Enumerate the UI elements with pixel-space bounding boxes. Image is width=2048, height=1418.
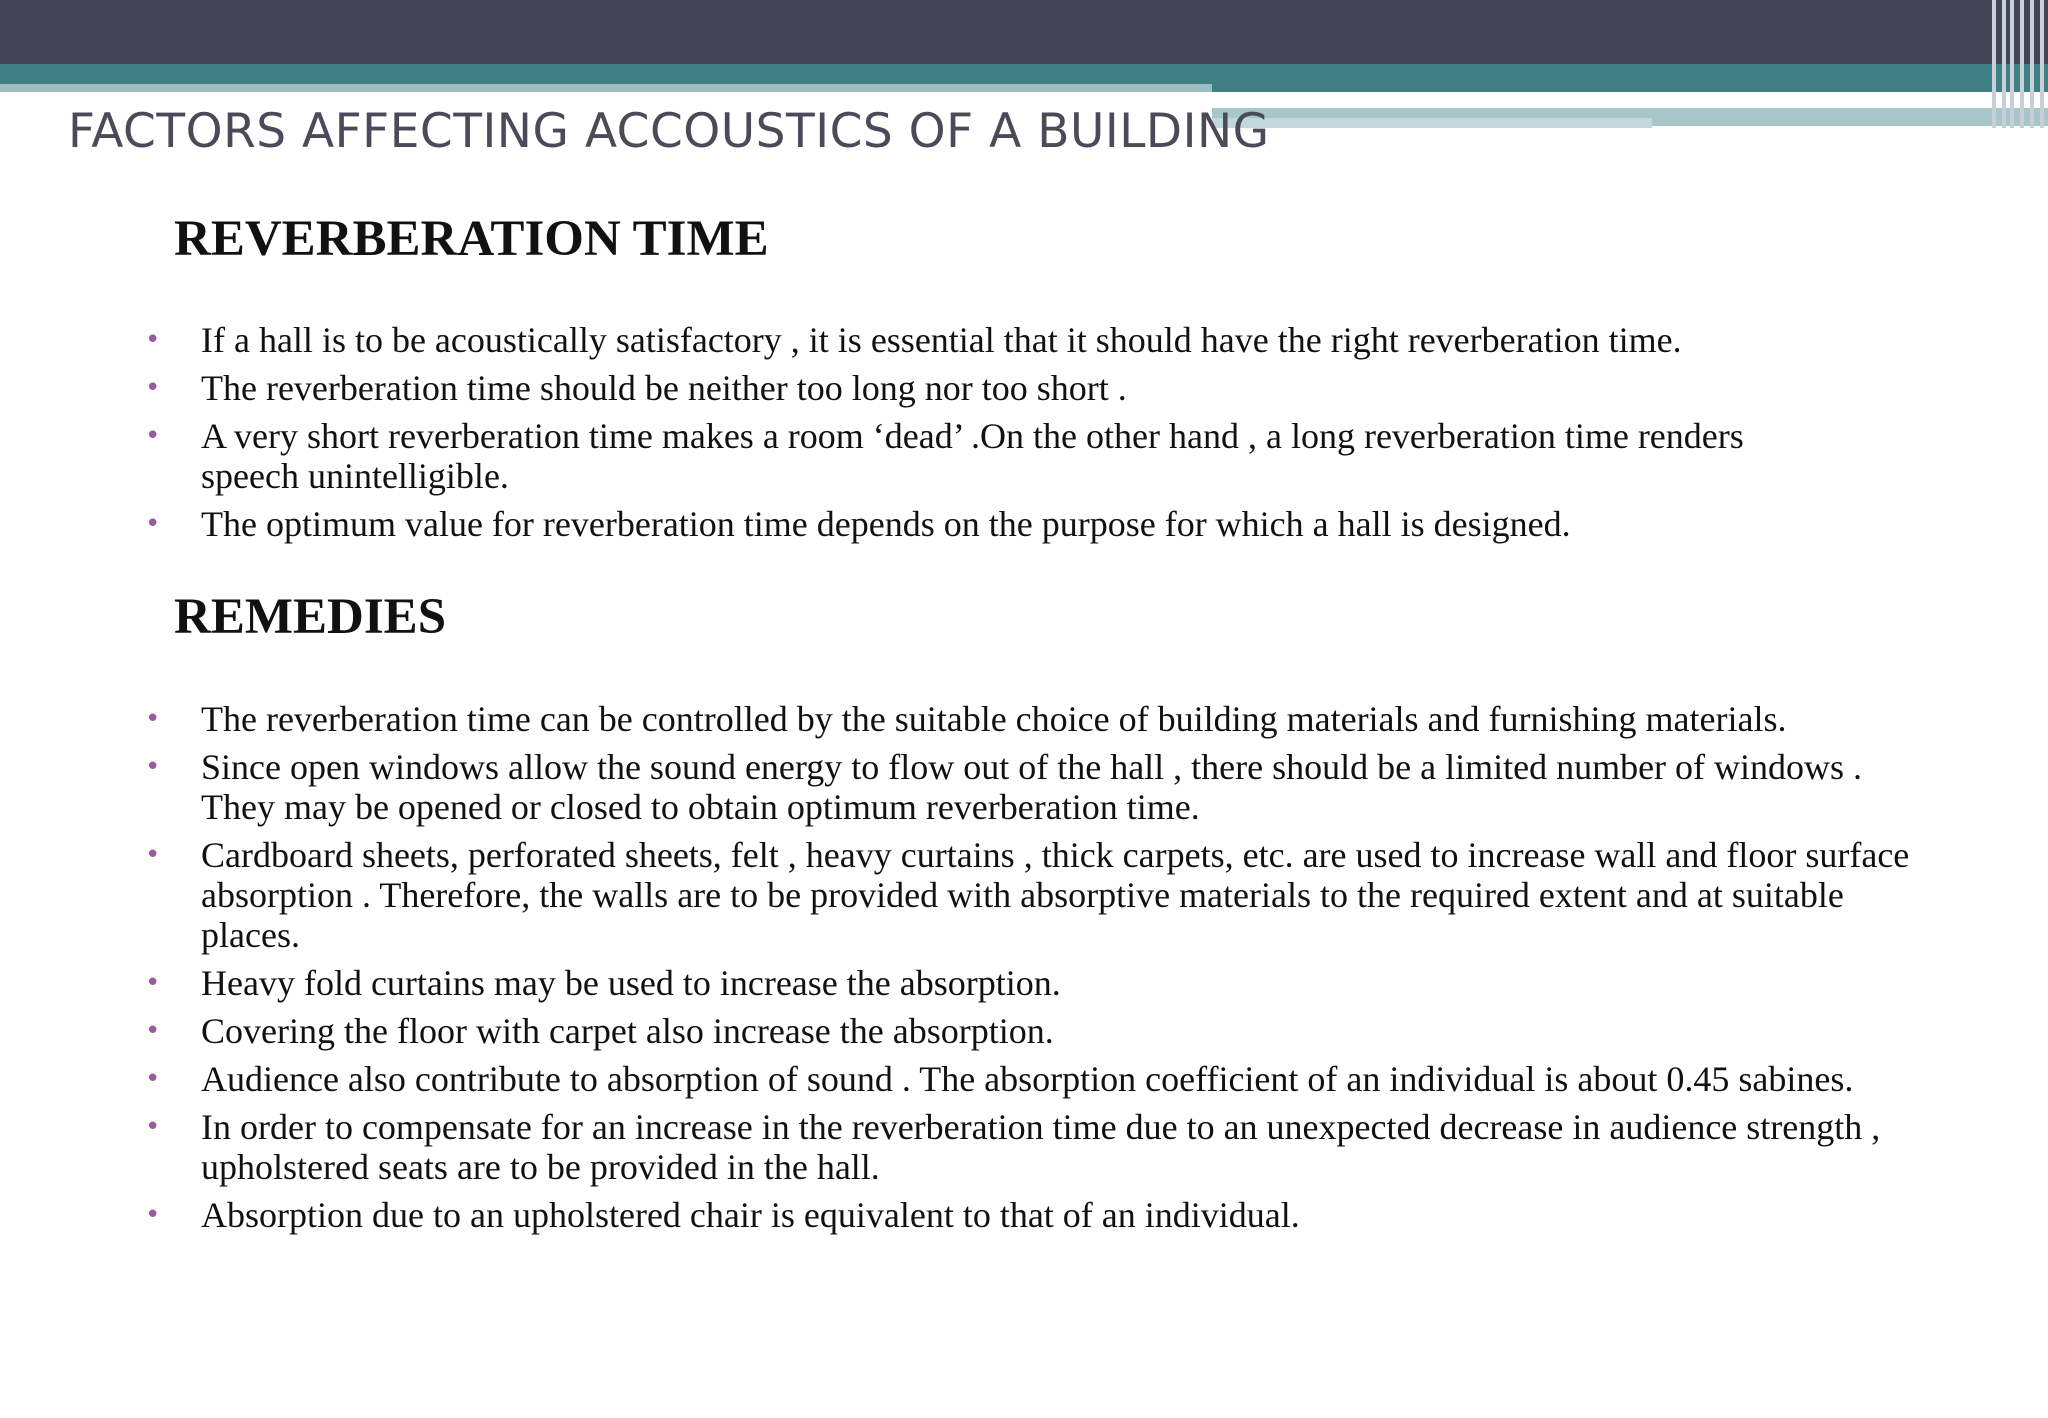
section-heading-reverberation: REVERBERATION TIME (174, 211, 769, 267)
list-item (145, 835, 1925, 955)
bullet-dot-icon: • (145, 509, 161, 539)
bullet-dot-icon: • (145, 421, 161, 451)
list-item (145, 504, 1925, 544)
page-title: FACTORS AFFECTING ACCOUSTICS OF A BUILDING (68, 104, 1270, 159)
bullet-dot-icon: • (145, 968, 161, 998)
list-item (145, 963, 1925, 1003)
bullet-dot-icon: • (145, 1200, 161, 1230)
bullet-dot-icon: • (145, 752, 161, 782)
list-item (145, 416, 1925, 496)
list-item (145, 320, 1925, 360)
remedies-bullet-list (145, 699, 1925, 1243)
list-item-text: Cardboard sheets, perforated sheets, felt , heavy curtains , thick carpets, etc. are used to increase wall and floor surface absorption . Therefore, the walls are to be provided with absorptive materials to the required extent and at suitable places. (201, 835, 1910, 955)
header-white-line (1212, 101, 1897, 106)
list-item-text: The optimum value for reverberation time depends on the purpose for which a hall is designed. (201, 504, 1571, 544)
list-item-text: The reverberation time can be controlled by the suitable choice of building materials and furnishing materials. (201, 699, 1787, 739)
list-item-text: The reverberation time should be neither too long nor too short . (201, 368, 1127, 408)
bullet-dot-icon: • (145, 1064, 161, 1094)
section-heading-remedies: REMEDIES (174, 589, 447, 645)
corner-stripes-decoration (1990, 0, 2048, 128)
bullet-dot-icon: • (145, 325, 161, 355)
bullet-dot-icon: • (145, 373, 161, 403)
bullet-dot-icon: • (145, 1112, 161, 1142)
list-item-text: Since open windows allow the sound energy to flow out of the hall , there should be a limited number of windows . They may be opened or closed to obtain optimum reverberation time. (201, 747, 1863, 827)
list-item (145, 699, 1925, 739)
list-item-text: A very short reverberation time makes a room ‘dead’ .On the other hand , a long reverberation time renders speech unintelligible. (201, 416, 1744, 496)
bullet-dot-icon: • (145, 1016, 161, 1046)
list-item (145, 747, 1925, 827)
list-item (145, 368, 1925, 408)
list-item-text: Covering the floor with carpet also increase the absorption. (201, 1011, 1054, 1051)
list-item-text: Absorption due to an upholstered chair is equivalent to that of an individual. (201, 1195, 1300, 1235)
header-band-light-right-lower (1212, 118, 1652, 128)
list-item (145, 1059, 1925, 1099)
bullet-dot-icon: • (145, 704, 161, 734)
list-item-text: Audience also contribute to absorption of sound . The absorption coefficient of an individual is about 0.45 sabines. (201, 1059, 1854, 1099)
list-item-text: Heavy fold curtains may be used to increase the absorption. (201, 963, 1061, 1003)
header-band-dark (0, 0, 2048, 64)
reverberation-bullet-list (145, 320, 1925, 552)
list-item (145, 1195, 1925, 1235)
bullet-dot-icon: • (145, 840, 161, 870)
list-item (145, 1011, 1925, 1051)
list-item-text: If a hall is to be acoustically satisfactory , it is essential that it should have the right reverberation time. (201, 320, 1682, 360)
list-item-text: In order to compensate for an increase in the reverberation time due to an unexpected decrease in audience strength , upholstered seats are to be provided in the hall. (201, 1107, 1881, 1187)
list-item (145, 1107, 1925, 1187)
